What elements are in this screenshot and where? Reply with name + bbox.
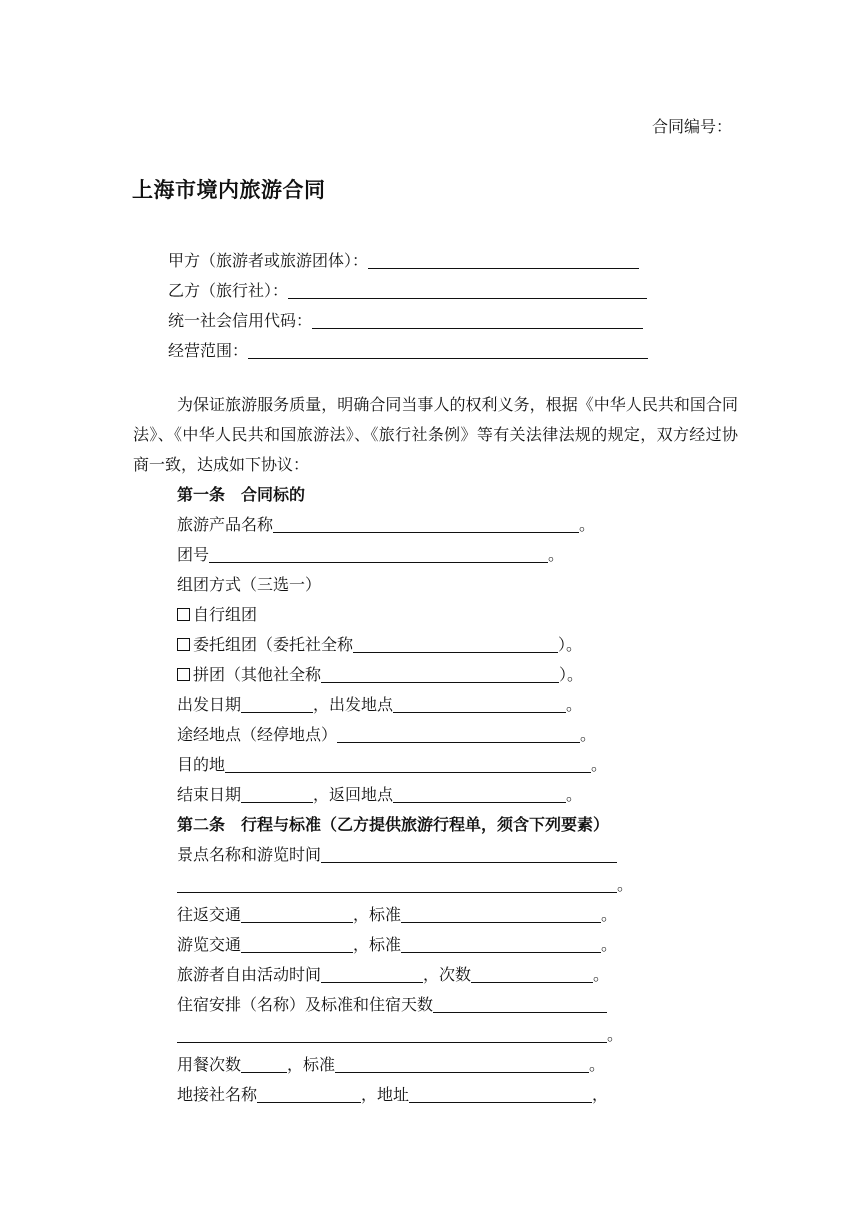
- depart-place-blank[interactable]: [393, 696, 566, 713]
- round-trip-row: [177, 904, 617, 926]
- option-self-row: [177, 604, 257, 626]
- credit-code-line: [168, 310, 643, 332]
- end-date-label: 结束日期: [177, 785, 242, 804]
- lodging-row: [177, 994, 607, 1016]
- party-a-label: 甲方（旅游者或旅游团体）：: [168, 251, 369, 270]
- party-b-line: [168, 280, 647, 302]
- option-joint-row: [177, 664, 583, 686]
- lodging-continuation-row: [177, 1024, 623, 1046]
- tour-transport-label: 游览交通: [177, 935, 242, 954]
- option-self-checkbox[interactable]: [177, 608, 190, 621]
- local-agency-row: [177, 1084, 608, 1106]
- option-entrust-row: [177, 634, 582, 656]
- period: 。: [548, 545, 565, 564]
- round-trip-label: 往返交通: [177, 905, 242, 924]
- page-title: 上海市境内旅游合同: [132, 178, 326, 202]
- article1-heading: [177, 484, 305, 506]
- period: 。: [566, 785, 583, 804]
- lodging-label: 住宿安排（名称）及标准和住宿天数: [177, 995, 434, 1014]
- depart-date-blank[interactable]: [241, 696, 313, 713]
- product-name-label: 旅游产品名称: [177, 515, 274, 534]
- period: 。: [593, 965, 610, 984]
- end-date-blank[interactable]: [241, 786, 313, 803]
- standard-label: ，标准: [287, 1055, 336, 1074]
- article1-number: 第一条: [177, 485, 226, 504]
- contract-number-label: 合同编号：: [652, 117, 733, 136]
- destination-row: [177, 754, 607, 776]
- times-blank[interactable]: [471, 966, 593, 983]
- meals-row: [177, 1054, 605, 1076]
- destination-label: 目的地: [177, 755, 226, 774]
- end-row: [177, 784, 582, 806]
- via-blank[interactable]: [337, 726, 580, 743]
- credit-code-blank[interactable]: [312, 312, 643, 329]
- period: 。: [579, 515, 596, 534]
- period: 。: [607, 1025, 624, 1044]
- address-label: ，地址: [361, 1085, 410, 1104]
- free-time-label: 旅游者自由活动时间: [177, 965, 322, 984]
- business-scope-blank[interactable]: [248, 342, 648, 359]
- depart-place-label: ，出发地点: [313, 695, 394, 714]
- round-trip-standard-blank[interactable]: [401, 906, 601, 923]
- sights-row: [177, 844, 617, 866]
- tour-transport-standard-blank[interactable]: [401, 936, 601, 953]
- party-b-blank[interactable]: [288, 282, 647, 299]
- sights-blank[interactable]: [321, 846, 617, 863]
- return-place-blank[interactable]: [393, 786, 566, 803]
- business-scope-label: 经营范围：: [168, 341, 249, 360]
- close-paren: ）。: [558, 635, 583, 654]
- party-b-label: 乙方（旅行社）：: [168, 281, 289, 300]
- group-method-label: 组团方式（三选一）: [177, 575, 322, 594]
- period: 。: [566, 695, 583, 714]
- local-agency-blank[interactable]: [257, 1086, 361, 1103]
- article2-title: 行程与标准（乙方提供旅游行程单，须含下列要素）: [241, 815, 610, 834]
- option-joint-checkbox[interactable]: [177, 668, 190, 681]
- departure-row: [177, 694, 582, 716]
- party-a-blank[interactable]: [368, 252, 639, 269]
- group-number-label: 团号: [177, 545, 210, 564]
- comma: ，: [592, 1085, 609, 1104]
- period: 。: [580, 725, 597, 744]
- sights-blank-2[interactable]: [177, 876, 617, 893]
- local-agency-label: 地接社名称: [177, 1085, 258, 1104]
- entrust-agency-blank[interactable]: [353, 636, 558, 653]
- free-time-row: [177, 964, 609, 986]
- period: 。: [601, 935, 618, 954]
- article2-heading: [177, 814, 609, 836]
- option-self-label: 自行组团: [193, 605, 258, 624]
- product-name-blank[interactable]: [273, 516, 579, 533]
- group-number-row: [177, 544, 564, 566]
- group-method-row: [177, 574, 321, 596]
- depart-date-label: 出发日期: [177, 695, 242, 714]
- period: 。: [617, 875, 634, 894]
- via-label: 途经地点（经停地点）: [177, 725, 338, 744]
- meals-count-blank[interactable]: [241, 1056, 287, 1073]
- standard-label: ，标准: [353, 935, 402, 954]
- standard-label: ，标准: [353, 905, 402, 924]
- sights-continuation-row: [177, 874, 633, 896]
- sights-label: 景点名称和游览时间: [177, 845, 322, 864]
- tour-transport-blank[interactable]: [241, 936, 353, 953]
- group-number-blank[interactable]: [209, 546, 548, 563]
- credit-code-label: 统一社会信用代码：: [168, 311, 313, 330]
- option-joint-label: 拼团（其他社全称: [193, 665, 322, 684]
- close-paren: ）。: [559, 665, 584, 684]
- business-scope-line: [168, 340, 648, 362]
- preamble-paragraph: 为保证旅游服务质量，明确合同当事人的权利义务，根据《中华人民共和国合同法》、《中华人民共和国旅游法》、《旅行社条例》等有关法律法规的规定，双方经过协商一致，达成如下协议：: [133, 395, 738, 474]
- period: 。: [591, 755, 608, 774]
- lodging-blank-2[interactable]: [177, 1026, 607, 1043]
- product-name-row: [177, 514, 595, 536]
- period: 。: [589, 1055, 606, 1074]
- joint-agency-blank[interactable]: [321, 666, 559, 683]
- address-blank[interactable]: [409, 1086, 592, 1103]
- article1-title: 合同标的: [241, 485, 306, 504]
- party-a-line: [168, 250, 639, 272]
- option-entrust-checkbox[interactable]: [177, 638, 190, 651]
- period: 。: [601, 905, 618, 924]
- option-entrust-label: 委托组团（委托社全称: [193, 635, 354, 654]
- free-time-blank[interactable]: [321, 966, 423, 983]
- tour-transport-row: [177, 934, 617, 956]
- meals-standard-blank[interactable]: [335, 1056, 589, 1073]
- destination-blank[interactable]: [225, 756, 591, 773]
- return-place-label: ，返回地点: [313, 785, 394, 804]
- meals-label: 用餐次数: [177, 1055, 242, 1074]
- lodging-blank[interactable]: [433, 996, 607, 1013]
- via-row: [177, 724, 596, 746]
- times-label: ，次数: [423, 965, 472, 984]
- article2-number: 第二条: [177, 815, 226, 834]
- round-trip-blank[interactable]: [241, 906, 353, 923]
